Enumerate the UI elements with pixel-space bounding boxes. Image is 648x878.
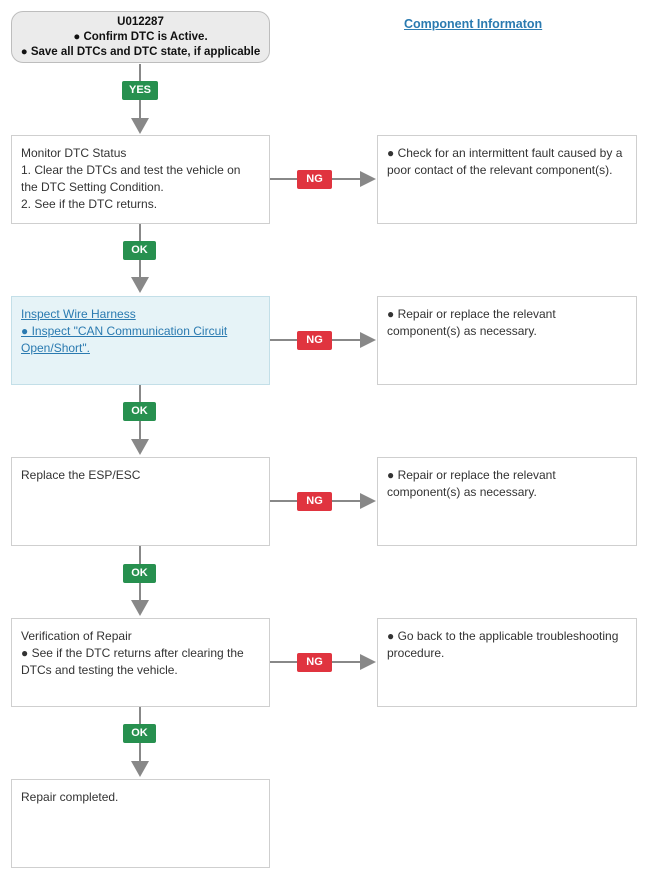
- yes-label: YES: [122, 81, 158, 100]
- step-inspect-wire-harness: [11, 296, 270, 385]
- ng-label-3: NG: [297, 492, 332, 511]
- ng-label-4: NG: [297, 653, 332, 672]
- ng-result-text: ● Check for an intermittent fault caused by a poor contact of the relevant component(s).: [387, 146, 623, 177]
- ok-label-1: OK: [123, 241, 156, 260]
- ng-label-1: NG: [297, 170, 332, 189]
- step-verification-of-repair: [11, 618, 270, 707]
- can-circuit-link[interactable]: ● Inspect "CAN Communication Circuit Open/Short".: [21, 324, 228, 355]
- step-instruction: 2. See if the DTC returns.: [21, 197, 158, 211]
- step-title: Replace the ESP/ESC: [21, 468, 141, 482]
- step-replace-esp-esc: [11, 457, 270, 546]
- step-title: Monitor DTC Status: [21, 146, 127, 160]
- start-box: [11, 11, 270, 63]
- start-line-save: ● Save all DTCs and DTC state, if applicable: [20, 46, 261, 58]
- start-line-confirm: ● Confirm DTC is Active.: [73, 31, 208, 43]
- ng-label-2: NG: [297, 331, 332, 350]
- ng-result-troubleshooting: [377, 618, 637, 707]
- ng-result-text: ● Go back to the applicable troubleshooting procedure.: [387, 629, 619, 660]
- inspect-wire-harness-link[interactable]: Inspect Wire Harness: [21, 307, 136, 321]
- ng-result-repair-replace: [377, 296, 637, 385]
- step-monitor-dtc-status: [11, 135, 270, 224]
- ng-result-intermittent-fault: [377, 135, 637, 224]
- final-text: Repair completed.: [21, 790, 119, 804]
- dtc-code: U012287: [117, 16, 164, 28]
- ng-result-text: ● Repair or replace the relevant component(s) as necessary.: [387, 468, 556, 499]
- ok-label-3: OK: [123, 564, 156, 583]
- ok-label-2: OK: [123, 402, 156, 421]
- step-instruction: ● See if the DTC returns after clearing the DTCs and testing the vehicle.: [21, 646, 244, 677]
- step-repair-completed: [11, 779, 270, 868]
- component-information-link[interactable]: Component Informaton: [404, 17, 543, 31]
- step-instruction: 1. Clear the DTCs and test the vehicle on the DTC Setting Condition.: [21, 163, 241, 194]
- ok-label-4: OK: [123, 724, 156, 743]
- step-title: Verification of Repair: [21, 629, 132, 643]
- ng-result-text: ● Repair or replace the relevant component(s) as necessary.: [387, 307, 556, 338]
- ng-result-repair-replace: [377, 457, 637, 546]
